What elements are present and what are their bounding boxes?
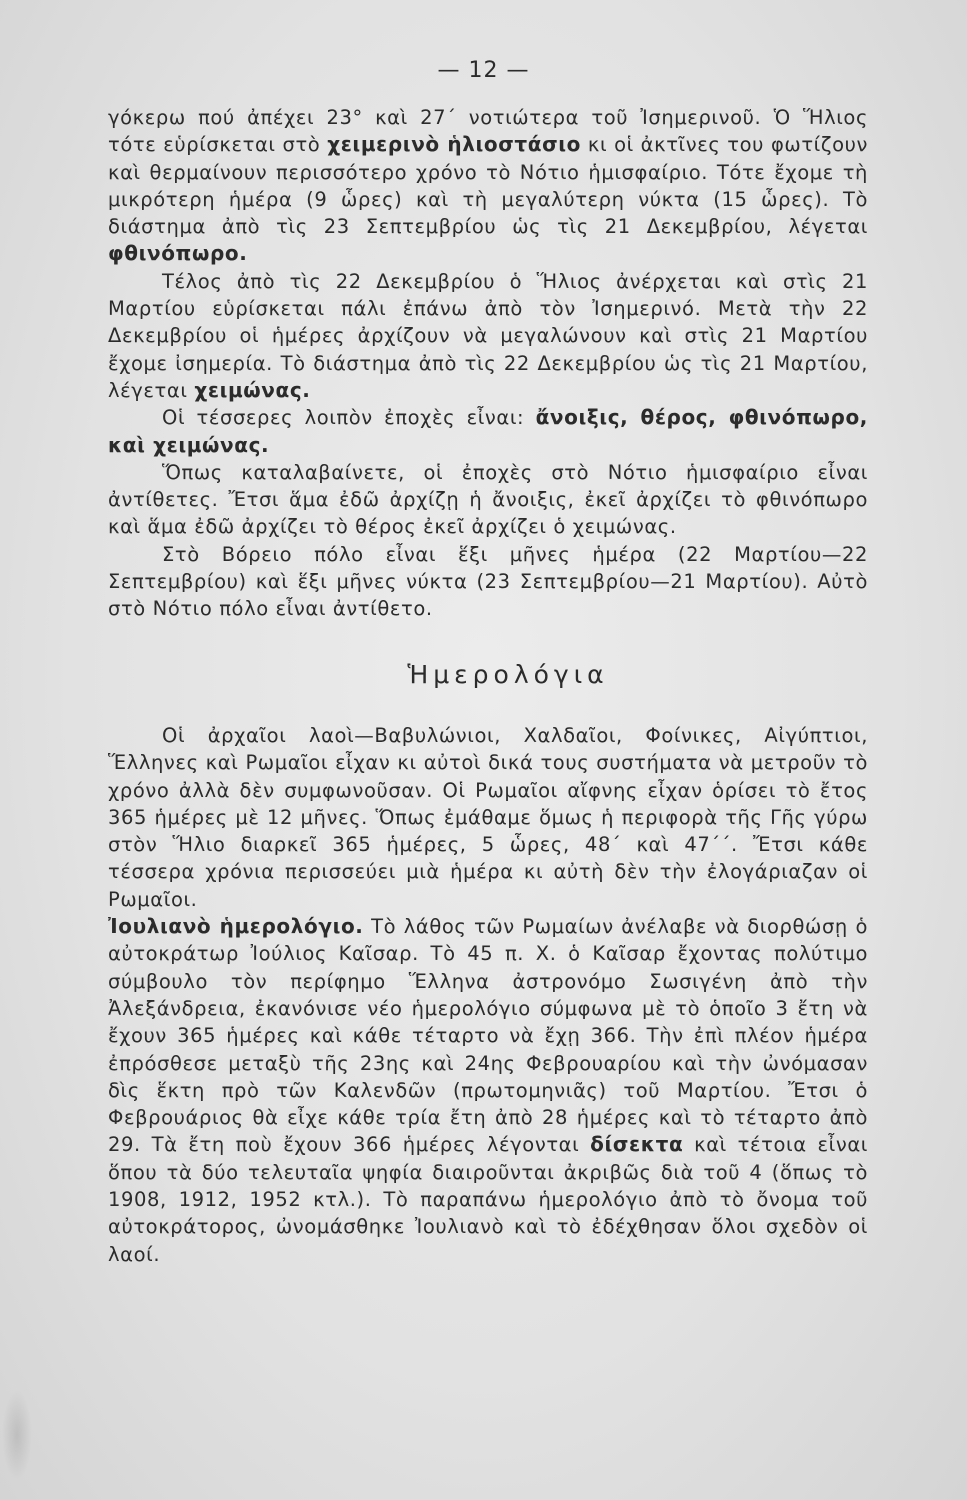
- text-run: Τέλος ἀπὸ τὶς 22 Δεκεμβρίου ὁ Ἥλιος ἀνέρχεται καὶ στὶς 21 Μαρτίου εὑρίσκεται πάλι ἐπάνω ἀπὸ τὸν Ἰσημερινό. Μετὰ τὴν 22 Δεκεμβρίου οἱ ἡμέρες ἀρχίζουν νὰ μεγαλώνουν καὶ στὶς 21 Μαρτίου ἔχομε ἰσημερία. Τὸ διάστημα ἀπὸ τὶς 22 Δεκεμβρίου ὡς τὶς 21 Μαρτίου, λέγεται: [108, 269, 868, 402]
- term-winter: χειμώνας.: [194, 377, 311, 402]
- paragraph-winter: [108, 268, 868, 404]
- page-body: [108, 104, 868, 1268]
- term-leap-years: δίσεκτα: [590, 1132, 684, 1157]
- term-autumn: φθινόπωρο.: [108, 241, 248, 266]
- page-number: — 12 —: [437, 58, 530, 83]
- text-run: κι οἱ ἀκτῖνες του φωτίζουν καὶ θερμαίνουν περισσότερο χρόνο τὸ Νότιο ἡμισφαίριο. Τότε ἔχομε τὴ μικρότερη ἡμέρα (9 ὧρες) καὶ τὴ μεγαλύτερη νύκτα (15 ὧρες). Τὸ διάστημα ἀπὸ τὶς 23 Σεπτεμβρίου ὡς τὶς 21 Δεκεμβρίου, λέγεται: [108, 133, 868, 239]
- text-run: γόκερω πού ἀπέχει 23° καὶ 27΄ νοτιώτερα τοῦ Ἰσημερινοῦ. Ὁ Ἥλιος τότε εὑρίσκεται στὸ: [108, 106, 868, 157]
- paragraph-julian-calendar: [108, 913, 868, 1268]
- paragraph-southern-hemisphere: Ὅπως καταλαβαίνετε, οἱ ἐποχὲς στὸ Νότιο ἡμισφαίριο εἶναι ἀντίθετες. Ἔτσι ἅμα ἐδῶ ἀρχίζῃ ἡ ἄνοιξις, ἐκεῖ ἀρχίζει τὸ φθινόπωρο καὶ ἅμα ἐδῶ ἀρχίζει τὸ θέρος ἐκεῖ ἀρχίζει ὁ χειμώνας.: [108, 460, 868, 539]
- term-winter-solstice: χειμερινὸ ἡλιοστάσιο: [327, 132, 582, 157]
- paragraph-four-seasons: [108, 404, 868, 459]
- term-julian-calendar: Ἰουλιανὸ ἡμερολόγιο.: [108, 914, 364, 939]
- text-run: καὶ τέτοια εἶναι ὅπου τὰ δύο τελευταῖα ψηφία διαιροῦνται ἀκριβῶς διὰ τοῦ 4 (ὅπως τὸ 1908, 1912, 1952 κτλ.). Τὸ παραπάνω ἡμερολόγιο ἀπὸ τὸ ὄνομα τοῦ αὐτοκράτορος, ὠνομάσθηκε Ἰουλιανὸ καὶ τὸ ἐδέχθησαν ὅλοι σχεδὸν οἱ λαοί.: [108, 1133, 868, 1266]
- paragraph-north-pole: Στὸ Βόρειο πόλο εἶναι ἕξι μῆνες ἡμέρα (22 Μαρτίου—22 Σεπτεμβρίου) καὶ ἕξι μῆνες νύκτα (23 Σεπτεμβρίου—21 Μαρτίου). Αὐτὸ στὸ Νότιο πόλο εἶναι ἀντίθετο.: [108, 542, 868, 621]
- term-four-seasons: ἄνοιξις, θέρος, φθινόπωρο, καὶ χειμώνας.: [108, 405, 868, 457]
- text-run: Τὸ λάθος τῶν Ρωμαίων ἀνέλαβε νὰ διορθώσῃ ὁ αὐτοκράτωρ Ἰούλιος Καῖσαρ. Τὸ 45 π. Χ. ὁ Καῖσαρ ἔχοντας πολύτιμο σύμβουλο τὸν περίφημο Ἕλληνα ἀστρονόμο Σωσιγένη ἀπὸ τὴν Ἀλεξάνδρεια, ἐκανόνισε νέο ἡμερολόγιο σύμφωνα μὲ τὸ ὁποῖο 3 ἔτη νὰ ἔχουν 365 ἡμέρες καὶ κάθε τέταρτο νὰ ἔχῃ 366. Τὴν ἐπὶ πλέον ἡμέρα ἐπρόσθεσε μεταξὺ τῆς 23ης καὶ 24ης Φεβρουαρίου καὶ τὴν ὠνόμασαν δὶς ἕκτη πρὸ τῶν Καλενδῶν (πρωτομηνιᾶς) τοῦ Μαρτίου. Ἔτσι ὁ Φεβρουάριος θὰ εἶχε κάθε τρία ἔτη ἀπὸ 28 ἡμέρες καὶ τὸ τέταρτο ἀπὸ 29. Τὰ ἔτη ποὺ ἔχουν 366 ἡμέρες λέγονται: [108, 915, 868, 1157]
- page-smudge: [2, 1390, 32, 1480]
- section-heading-calendars: Ἡμερολόγια: [407, 659, 609, 689]
- text-run: Οἱ τέσσερες λοιπὸν ἐποχὲς εἶναι:: [162, 406, 536, 430]
- paragraph-ancient-calendars: Οἱ ἀρχαῖοι λαοὶ—Βαβυλώνιοι, Χαλδαῖοι, Φοίνικες, Αἰγύπτιοι, Ἕλληνες καὶ Ρωμαῖοι εἶχαν κι αὐτοὶ δικά τους συστήματα νὰ μετροῦν τὸ χρόνο ἀλλὰ δὲν συμφωνοῦσαν. Οἱ Ρωμαῖοι αἴφνης εἶχαν ὁρίσει τὸ ἔτος 365 ἡμέρες μὲ 12 μῆνες. Ὅπως ἐμάθαμε ὅμως ἡ περιφορὰ τῆς Γῆς γύρω στὸν Ἥλιο διαρκεῖ 365 ἡμέρες, 5 ὧρες, 48΄ καὶ 47΄΄. Ἔτσι κάθε τέσσερα χρόνια περισσεύει μιὰ ἡμέρα κι αὐτὴ δὲν τὴν ἐλογάριαζαν οἱ Ρωμαῖοι.: [108, 723, 868, 911]
- paragraph-seasons-autumn: [108, 104, 868, 268]
